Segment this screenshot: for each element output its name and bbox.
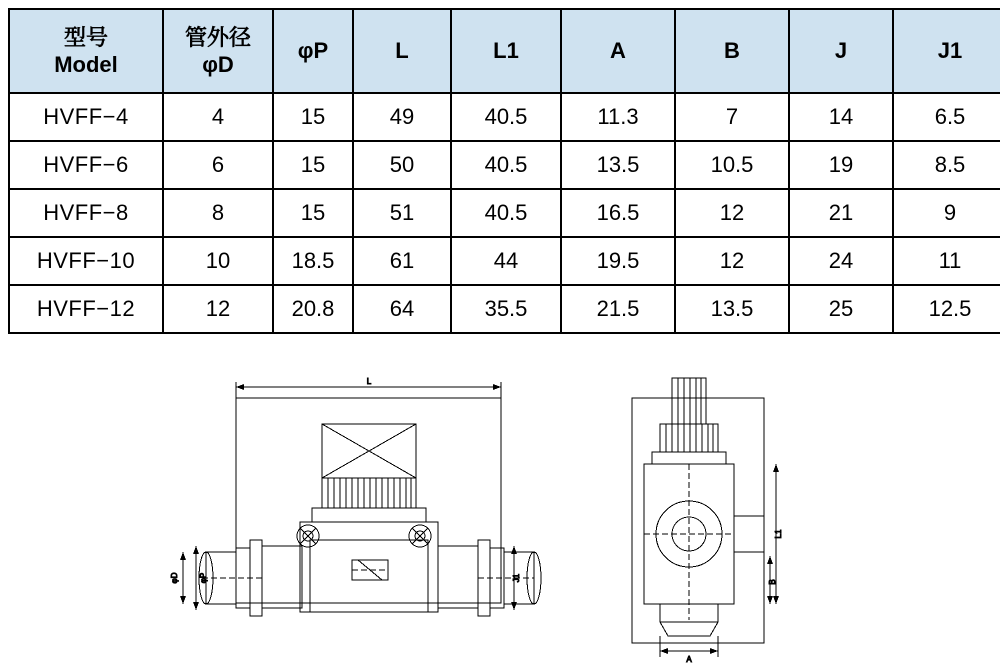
table-header: [9, 9, 1000, 93]
technical-drawing: [0, 370, 1000, 672]
cell-l1: 35.5: [451, 285, 561, 333]
column-header-j: J: [789, 9, 893, 93]
cell-j1: 12.5: [893, 285, 1000, 333]
cell-diameter: 8: [163, 189, 273, 237]
column-header-l: L: [353, 9, 451, 93]
cell-l: 50: [353, 141, 451, 189]
cell-a: 21.5: [561, 285, 675, 333]
column-header-diameter-line1: 管外径: [184, 24, 251, 50]
table-row: [9, 285, 1000, 333]
cell-a: 19.5: [561, 237, 675, 285]
table-row: [9, 189, 1000, 237]
column-header-j1: J1: [893, 9, 1000, 93]
cell-p: 15: [273, 93, 353, 141]
cell-diameter: 10: [163, 237, 273, 285]
cell-model: HVFF−10: [9, 237, 163, 285]
cell-l: 51: [353, 189, 451, 237]
cell-l1: 40.5: [451, 141, 561, 189]
column-header-model-line1: 型号: [63, 24, 108, 50]
dim-label-phiD: φD: [170, 572, 179, 584]
cell-b: 12: [675, 237, 789, 285]
cell-b: 10.5: [675, 141, 789, 189]
cell-l: 64: [353, 285, 451, 333]
specification-table: [8, 8, 1000, 334]
cell-diameter: 6: [163, 141, 273, 189]
cell-model: HVFF−12: [9, 285, 163, 333]
cell-j1: 6.5: [893, 93, 1000, 141]
dim-label-L1: L1: [774, 529, 783, 539]
front-view: [170, 377, 541, 616]
cell-p: 20.8: [273, 285, 353, 333]
dim-label-B: B: [768, 579, 777, 585]
cell-a: 13.5: [561, 141, 675, 189]
table-header-row: [9, 9, 1000, 93]
dim-label-L: L: [366, 377, 372, 386]
column-header-a: A: [561, 9, 675, 93]
side-view: [632, 378, 783, 664]
cell-model: HVFF−8: [9, 189, 163, 237]
column-header-diameter: [163, 9, 273, 93]
cell-a: 11.3: [561, 93, 675, 141]
table-row: [9, 141, 1000, 189]
dim-label-phiP: φP: [199, 572, 208, 584]
column-header-l1: L1: [451, 9, 561, 93]
cell-b: 7: [675, 93, 789, 141]
cell-p: 15: [273, 189, 353, 237]
column-header-model-line2: Model: [54, 52, 118, 77]
cell-j: 19: [789, 141, 893, 189]
table-body: [9, 93, 1000, 333]
table-row: [9, 93, 1000, 141]
cell-model: HVFF−4: [9, 93, 163, 141]
cell-j1: 9: [893, 189, 1000, 237]
cell-l1: 44: [451, 237, 561, 285]
column-header-model: [9, 9, 163, 93]
cell-j1: 8.5: [893, 141, 1000, 189]
cell-l1: 40.5: [451, 189, 561, 237]
cell-j: 14: [789, 93, 893, 141]
cell-j: 24: [789, 237, 893, 285]
column-header-diameter-line2: φD: [202, 52, 234, 77]
table-row: [9, 237, 1000, 285]
column-header-b: B: [675, 9, 789, 93]
dim-label-J1: J1: [512, 573, 521, 583]
cell-l: 49: [353, 93, 451, 141]
cell-j1: 11: [893, 237, 1000, 285]
cell-j: 25: [789, 285, 893, 333]
cell-diameter: 4: [163, 93, 273, 141]
cell-diameter: 12: [163, 285, 273, 333]
cell-p: 18.5: [273, 237, 353, 285]
cell-b: 12: [675, 189, 789, 237]
cell-b: 13.5: [675, 285, 789, 333]
cell-l1: 40.5: [451, 93, 561, 141]
cell-l: 61: [353, 237, 451, 285]
cell-a: 16.5: [561, 189, 675, 237]
column-header-p: φP: [273, 9, 353, 93]
cell-p: 15: [273, 141, 353, 189]
specification-table-container: [8, 8, 992, 334]
dim-label-A: A: [686, 655, 692, 664]
cell-model: HVFF−6: [9, 141, 163, 189]
drawing-svg: [0, 370, 1000, 672]
cell-j: 21: [789, 189, 893, 237]
